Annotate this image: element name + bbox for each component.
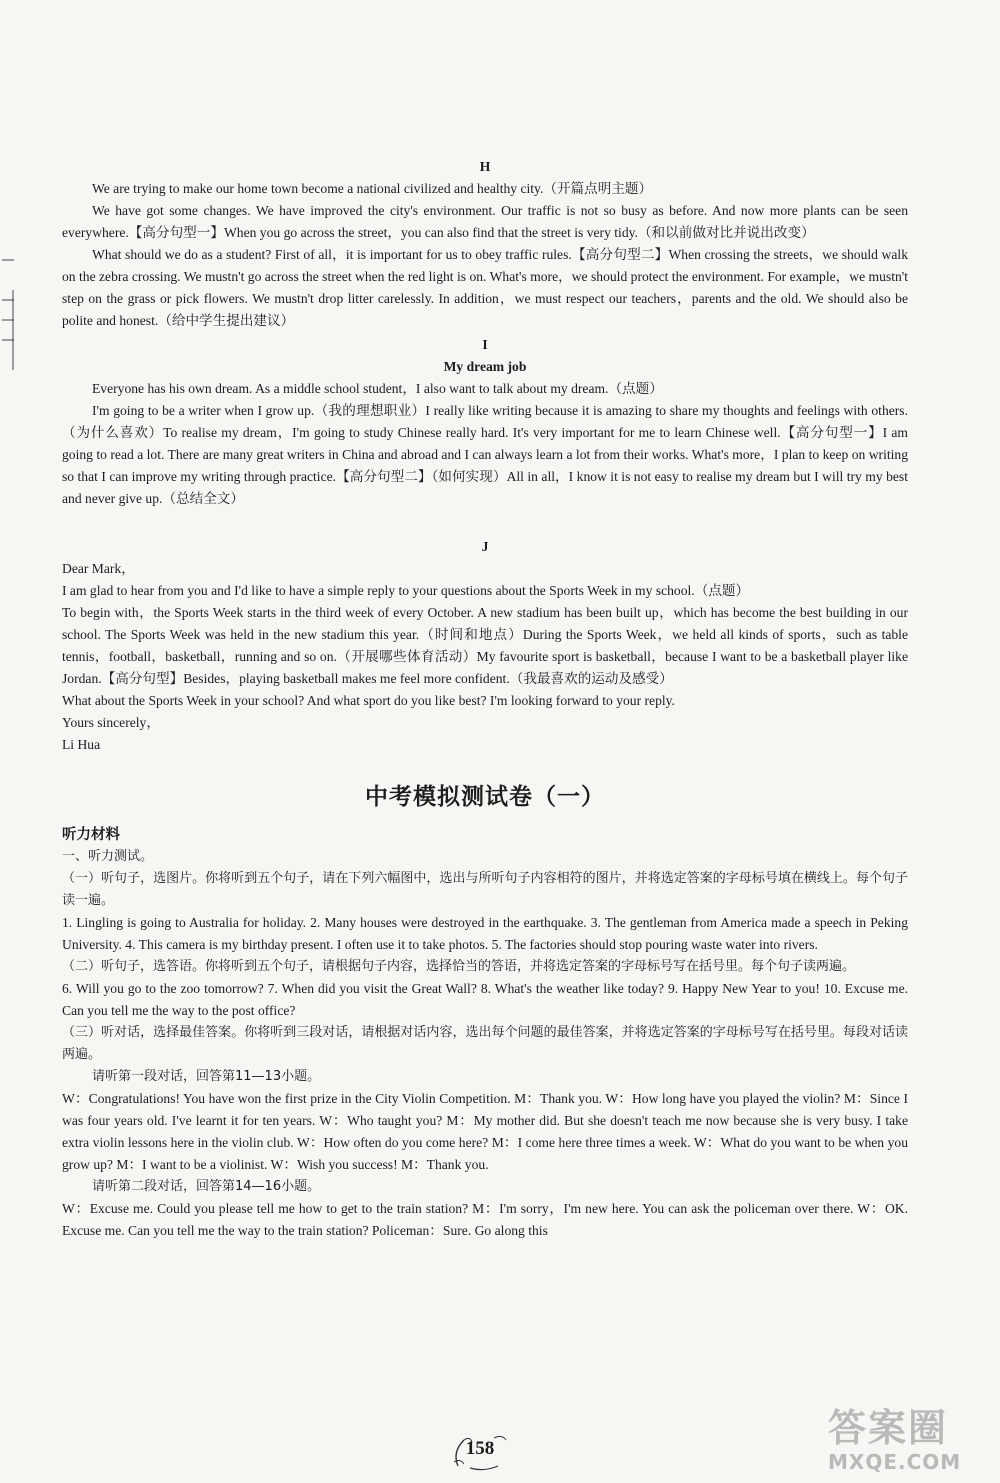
- watermark-latin: MXQE.COM: [828, 1450, 962, 1474]
- letter-signature: Li Hua: [62, 737, 101, 752]
- exam-title: 中考模拟测试卷（一）: [365, 784, 605, 810]
- page-number: [450, 1432, 510, 1472]
- essay-h-paragraph-2: We have got some changes. We have improved the city's environment. Our traffic is not so busy as before. And now more plants can be seen everywhere.【高分句型一】When you go across the street，you can also find that the street is very tidy.（和以前做对比并说出改变）: [62, 203, 908, 240]
- part-one-heading: 一、听力测试。: [62, 849, 154, 864]
- sub1-items: 1. Lingling is going to Australia for holiday. 2. Many houses were destroyed in the earthquake. 3. The gentleman from America made a speech in Peking University. 4. This camera is my birthday present. I often use it to take photos. 5. The factories should stop pouring waste water into rivers.: [62, 915, 908, 952]
- sub3-instruction: （三）听对话，选择最佳答案。你将听到三段对话，请根据对话内容，选出每个问题的最佳答案，并将选定答案的字母标号写在括号里。每段对话读两遍。: [62, 1025, 908, 1062]
- essay-i-paragraph-1: Everyone has his own dream. As a middle school student，I also want to talk about my dream.（点题）: [92, 381, 663, 396]
- essay-j-paragraph-1: I am glad to hear from you and I'd like to have a simple reply to your questions about the Sports Week in my school.（点题）: [62, 583, 750, 598]
- essay-i-paragraph-2: I'm going to be a writer when I grow up.（我的理想职业）I really like writing because it is amazing to share my thoughts and feelings with others.（为什么喜欢）To realise my dream，I'm going to study Chinese really hard. It's very important for me to learn Chinese well.【高分句型一】I am going to read a lot. There are many great writers in China and abroad and I can always learn a lot from their works. What's more，I plan to keep on writing so that I can improve my writing through practice.【高分句型二】（如何实现）All in all，I know it is not easy to realise my dream but I will try my best and never give up.（总结全文）: [62, 403, 908, 506]
- essay-i: [62, 334, 908, 510]
- document-page: [62, 0, 908, 1483]
- essay-j: [62, 536, 908, 756]
- essay-h: [62, 156, 908, 332]
- essay-j-paragraph-2: To begin with，the Sports Week starts in the third week of every October. A new stadium has been built up，which has become the best building in our school. The Sports Week was held in the new stadium this year.（时间和地点）During the Sports Week，we held all kinds of sports，such as table tennis，football，basketball，running and so on.（开展哪些体育活动）My favourite sport is basketball，because I want to be a basketball player like Jordan.【高分句型】Besides，playing basketball makes me feel more confident.（我最喜欢的运动及感受）: [62, 605, 908, 686]
- essay-i-title: My dream job: [443, 359, 527, 374]
- sub1-instruction: （一）听句子，选图片。你将听到五个句子，请在下列六幅图中，选出与所听句子内容相符的图片，并将选定答案的字母标号填在横线上。每个句子读一遍。: [62, 871, 908, 908]
- top-whitespace: [62, 0, 908, 156]
- essay-j-paragraph-3: What about the Sports Week in your school? And what sport do you like best? I'm looking forward to your reply.: [62, 693, 675, 708]
- essay-h-paragraph-3: What should we do as a student? First of all，it is important for us to obey traffic rules.【高分句型二】When crossing the streets，we should walk on the zebra crossing. We mustn't go across the street when the red light is on. What's more，we should protect the environment. For example，we mustn't step on the grass or pick flowers. We mustn't drop litter carelessly. In addition，we must respect our teachers，parents and the old. We should also be polite and honest.（给中学生提出建议）: [62, 247, 908, 328]
- mock-exam: [62, 786, 908, 1242]
- essay-j-heading: J: [481, 539, 489, 554]
- margin-rule-lines: [0, 240, 16, 380]
- sub2-items: 6. Will you go to the zoo tomorrow? 7. When did you visit the Great Wall? 8. What's the weather like today? 9. Happy New Year to you! 10. Excuse me. Can you tell me the way to the post office?: [62, 981, 908, 1018]
- page-number-value: 158: [465, 1438, 495, 1459]
- watermark-chinese: 答案圈: [828, 1406, 949, 1450]
- watermark-logo: [828, 1406, 998, 1483]
- essay-h-paragraph-1: We are trying to make our home town become a national civilized and healthy city.（开篇点明主题）: [92, 181, 653, 196]
- binding-margin-marks: [0, 240, 16, 380]
- dialog2-prompt: 请听第二段对话，回答第14—16小题。: [92, 1179, 321, 1194]
- essay-i-heading: I: [482, 337, 488, 352]
- listening-heading: 听力材料: [62, 827, 120, 843]
- letter-greeting: Dear Mark，: [62, 561, 135, 576]
- dialog1-text: W：Congratulations! You have won the first prize in the City Violin Competition. M：Thank you. W：How long have you played the violin? M：Since I was four years old. I've learnt it for ten years. W：Who taught you? M：My mother did. But she doesn't teach me now because she is very busy. I take extra violin lessons here in the violin club. W：How often do you come here? M：I come here three times a week. W：What do you want to be when you grow up? M：I want to be a violinist. W：Wish you success! M：Thank you.: [62, 1091, 908, 1172]
- dialog1-prompt: 请听第一段对话，回答第11—13小题。: [92, 1069, 321, 1084]
- letter-closing: Yours sincerely，: [62, 715, 160, 730]
- essay-h-heading: H: [479, 159, 491, 174]
- dialog2-text: W：Excuse me. Could you please tell me how to get to the train station? M：I'm sorry，I'm new here. You can ask the policeman over there. W：OK. Excuse me. Can you tell me the way to the train station? Policeman：Sure. Go along this: [62, 1201, 908, 1238]
- sub2-instruction: （二）听句子，选答语。你将听到五个句子，请根据句子内容，选择恰当的答语，并将选定答案的字母标号写在括号里。每个句子读两遍。: [62, 959, 856, 974]
